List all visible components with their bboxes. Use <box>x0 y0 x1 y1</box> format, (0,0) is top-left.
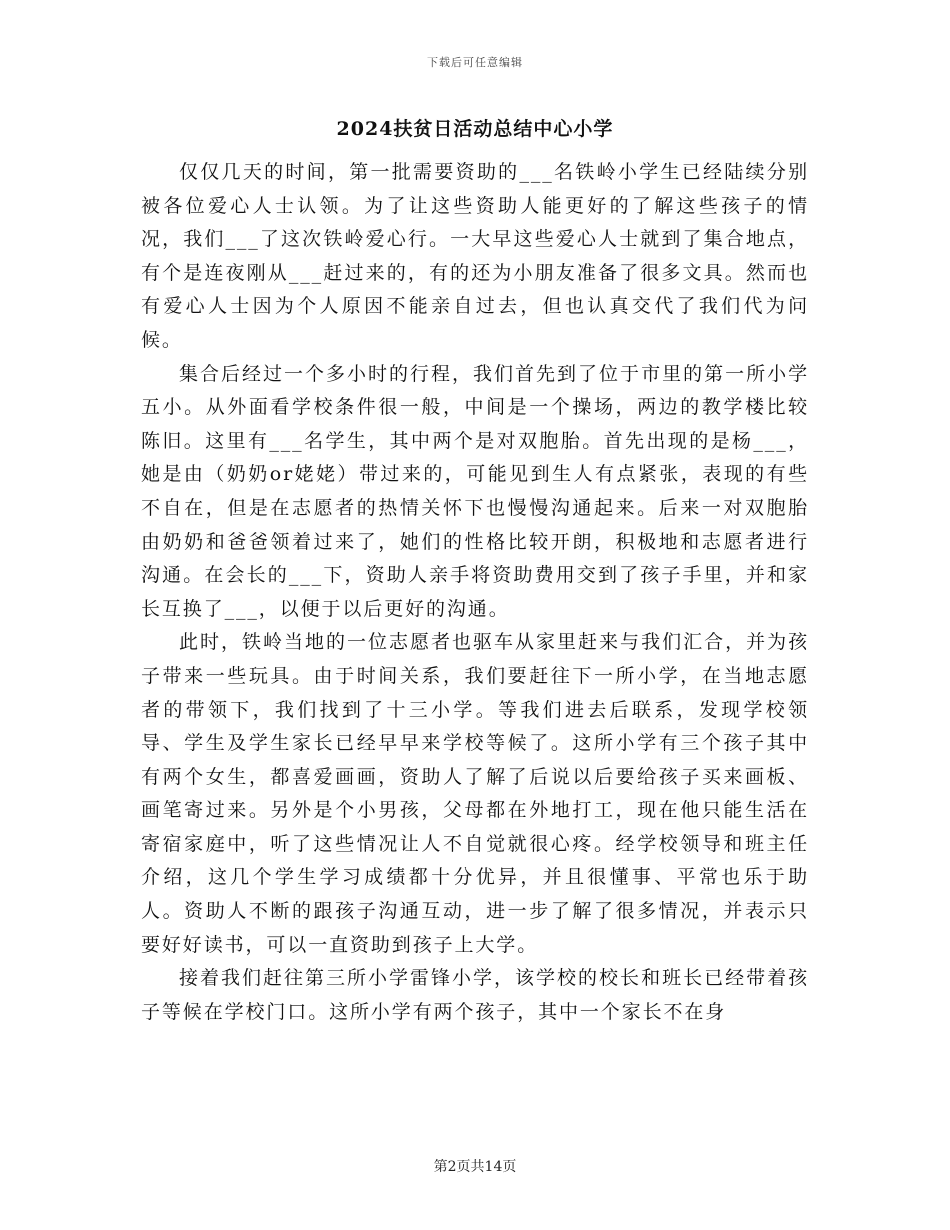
document-title: 2024扶贫日活动总结中心小学 <box>336 118 614 140</box>
header-note: 下载后可任意编辑 <box>427 56 523 69</box>
paragraph-4: 接着我们赶往第三所小学雷锋小学，该学校的校长和班长已经带着孩子等候在学校门口。这所小学有两个孩子，其中一个家长不在身 <box>141 967 809 1023</box>
page-footer: 第2页共14页 <box>433 1159 517 1175</box>
paragraph-1: 仅仅几天的时间，第一批需要资助的___名铁岭小学生已经陆续分别被各位爱心人士认领。为了让这些资助人能更好的了解这些孩子的情况，我们___了这次铁岭爱心行。一大早这些爱心人士就到了集合地点，有个是连夜刚从___赶过来的，有的还为小朋友准备了很多文具。然而也有爱心人士因为个人原因不能亲自过去，但也认真交代了我们代为问候。 <box>141 161 809 351</box>
paragraph-3: 此时，铁岭当地的一位志愿者也驱车从家里赶来与我们汇合，并为孩子带来一些玩具。由于时间关系，我们要赶往下一所小学，在当地志愿者的带领下，我们找到了十三小学。等我们进去后联系，发现学校领导、学生及学生家长已经早早来学校等候了。这所小学有三个孩子其中有两个女生，都喜爱画画，资助人了解了后说以后要给孩子买来画板、画笔寄过来。另外是个小男孩，父母都在外地打工，现在他只能生活在寄宿家庭中，听了这些情况让人不自觉就很心疼。经学校领导和班主任介绍，这几个学生学习成绩都十分优异，并且很懂事、平常也乐于助人。资助人不断的跟孩子沟通互动，进一步了解了很多情况，并表示只要好好读书，可以一直资助到孩子上大学。 <box>141 631 809 956</box>
paragraph-2: 集合后经过一个多小时的行程，我们首先到了位于市里的第一所小学五小。从外面看学校条件很一般，中间是一个操场，两边的教学楼比较陈旧。这里有___名学生，其中两个是对双胞胎。首先出现的是杨___，她是由（奶奶or姥姥）带过来的，可能见到生人有点紧张，表现的有些不自在，但是在志愿者的热情关怀下也慢慢沟通起来。后来一对双胞胎由奶奶和爸爸领着过来了，她们的性格比较开朗，积极地和志愿者进行沟通。在会长的___下，资助人亲手将资助费用交到了孩子手里，并和家长互换了___，以便于以后更好的沟通。 <box>141 362 809 620</box>
document-body <box>141 156 809 1029</box>
